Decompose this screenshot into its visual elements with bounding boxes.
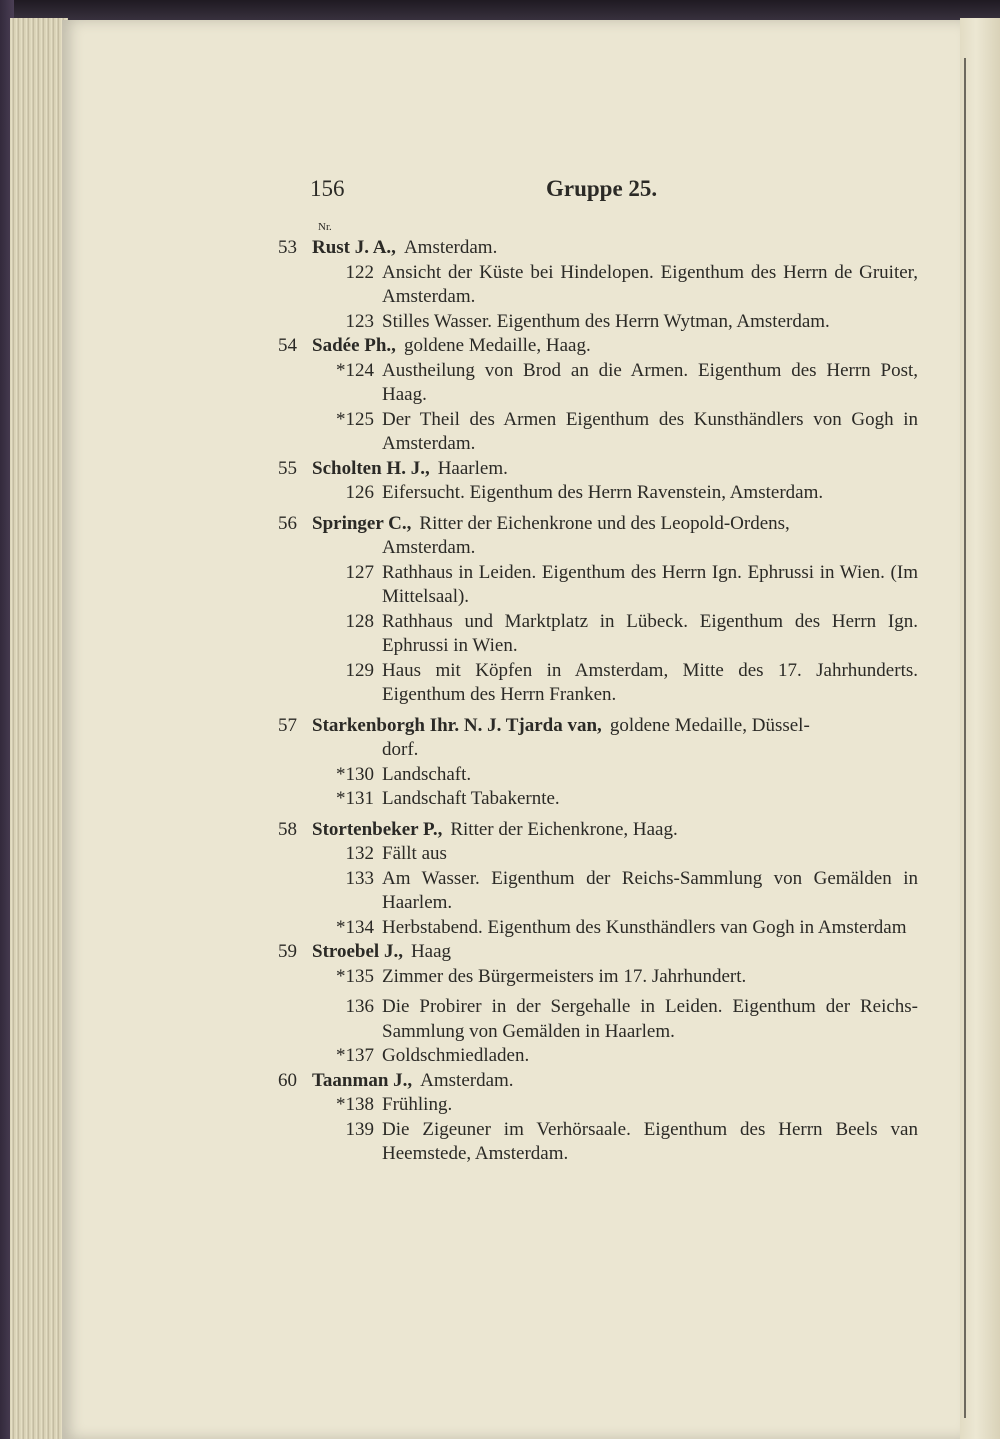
work-item [278, 1118, 918, 1167]
artist-name: Stortenbeker P., [312, 818, 443, 840]
work-title: Herbstabend. Eigenthum des Kunsthändlers van Gogh in Amsterdam [382, 916, 907, 938]
artist-entry [278, 1069, 918, 1094]
artist-detail: Ritter der Eichenkrone und des Leopold-Ordens, [419, 512, 790, 534]
work-title: Goldschmiedladen. [382, 1045, 530, 1066]
artist-detail: Amsterdam. [420, 1069, 514, 1091]
page-title: Gruppe 25. [546, 176, 658, 201]
page-right-edge [960, 18, 1000, 1439]
artist-name: Springer C., [312, 512, 412, 534]
work-title: Die Probirer in der Sergehalle in Leiden. Eigenthum der Reichs-Sammlung von Gemälden in Haarlem. [382, 996, 918, 1042]
artist-entry [278, 818, 918, 843]
artist-number: 59 [278, 941, 297, 962]
work-item [278, 763, 918, 788]
artist-detail: Amsterdam. [403, 237, 498, 258]
work-item [278, 842, 918, 867]
work-number: *134 [336, 916, 374, 938]
page-number: 156 [310, 176, 345, 201]
work-item [278, 1093, 918, 1118]
work-item [278, 659, 918, 708]
work-title: Eifersucht. Eigenthum des Herrn Ravenstein, Amsterdam. [382, 482, 824, 503]
artist-detail: Haarlem. [437, 457, 508, 479]
work-item [278, 261, 918, 310]
artist-entry [278, 334, 918, 359]
artist-number: 56 [278, 512, 297, 534]
work-item [278, 561, 918, 610]
catalog-list [278, 236, 918, 1167]
artist-name: Taanman J., [312, 1069, 413, 1091]
work-number: 133 [345, 867, 374, 889]
artist-entry [278, 457, 918, 482]
work-title: Ansicht der Küste bei Hindelopen. Eigenthum des Herrn de Gruiter, Amsterdam. [382, 261, 918, 307]
work-item [278, 965, 918, 990]
work-item [278, 787, 918, 812]
work-title: Austheilung von Brod an die Armen. Eigenthum des Herrn Post, Haag. [382, 359, 918, 405]
work-title: Frühling. [382, 1094, 453, 1115]
nr-label: Nr. [318, 221, 332, 233]
work-number: *125 [336, 408, 374, 430]
work-number: 127 [345, 561, 374, 583]
work-title: Fällt aus [382, 843, 447, 864]
artist-number: 58 [278, 818, 297, 840]
work-number: 128 [345, 610, 374, 632]
work-number: *124 [336, 359, 374, 381]
artist-detail: goldene Medaille, Düssel- [609, 714, 810, 736]
work-number: 132 [345, 843, 374, 864]
artist-detail: Haag [410, 941, 452, 962]
work-title: Rathhaus in Leiden. Eigenthum des Herrn Ign. Ephrussi in Wien. (Im Mittelsaal). [382, 561, 918, 607]
work-item [278, 481, 918, 506]
artist-detail: goldene Medaille, Haag. [403, 335, 591, 356]
work-item [278, 408, 918, 457]
artist-name: Rust J. A., [312, 237, 396, 258]
artist-name: Scholten H. J., [312, 457, 430, 479]
artist-number: 54 [278, 335, 297, 356]
work-number: 122 [345, 261, 374, 283]
work-title: Der Theil des Armen Eigenthum des Kunsthändlers von Gogh in Amsterdam. [382, 408, 918, 454]
artist-number: 60 [278, 1069, 297, 1091]
page-stack-edges [10, 18, 68, 1439]
work-number: *131 [336, 788, 374, 809]
artist-number: 55 [278, 457, 297, 479]
work-item [278, 610, 918, 659]
work-number: 123 [345, 310, 374, 332]
work-title: Stilles Wasser. Eigenthum des Herrn Wytman, Amsterdam. [382, 310, 830, 332]
work-title: Am Wasser. Eigenthum der Reichs-Sammlung von Gemälden in Haarlem. [382, 867, 918, 913]
artist-entry [278, 714, 918, 739]
work-title: Die Zigeuner im Verhörsaale. Eigenthum des Herrn Beels van Heemstede, Amsterdam. [382, 1118, 918, 1164]
work-number: 126 [345, 482, 374, 503]
artist-entry [278, 236, 918, 261]
artist-detail-continuation: dorf. [382, 739, 419, 760]
work-title: Zimmer des Bürgermeisters im 17. Jahrhundert. [382, 965, 747, 987]
work-title: Rathhaus und Marktplatz in Lübeck. Eigenthum des Herrn Ign. Ephrussi in Wien. [382, 610, 918, 656]
artist-number: 53 [278, 237, 297, 258]
work-number: *137 [336, 1045, 374, 1066]
artist-name: Sadée Ph., [312, 335, 396, 356]
work-number: *138 [336, 1094, 374, 1115]
artist-number: 57 [278, 714, 297, 736]
work-item [278, 916, 918, 941]
work-title: Landschaft. [382, 763, 472, 785]
work-item [278, 1044, 918, 1069]
work-title: Haus mit Köpfen in Amsterdam, Mitte des 17. Jahrhunderts. Eigenthum des Herrn Franken. [382, 659, 918, 705]
work-title: Landschaft Tabakernte. [382, 788, 560, 809]
work-number: *130 [336, 763, 374, 785]
book-binding-top [0, 0, 1000, 22]
work-number: 129 [345, 659, 374, 681]
work-item [278, 310, 918, 335]
work-number: 139 [345, 1118, 374, 1140]
artist-entry [278, 512, 918, 537]
work-item [278, 359, 918, 408]
work-item [278, 867, 918, 916]
artist-detail: Ritter der Eichenkrone, Haag. [450, 818, 678, 840]
work-number: 136 [345, 996, 374, 1017]
artist-entry [278, 940, 918, 965]
work-item [278, 995, 918, 1044]
work-number: *135 [336, 965, 374, 987]
artist-name: Stroebel J., [312, 941, 403, 962]
artist-detail-continuation: Amsterdam. [382, 537, 476, 558]
artist-name: Starkenborgh Ihr. N. J. Tjarda van, [312, 714, 602, 736]
